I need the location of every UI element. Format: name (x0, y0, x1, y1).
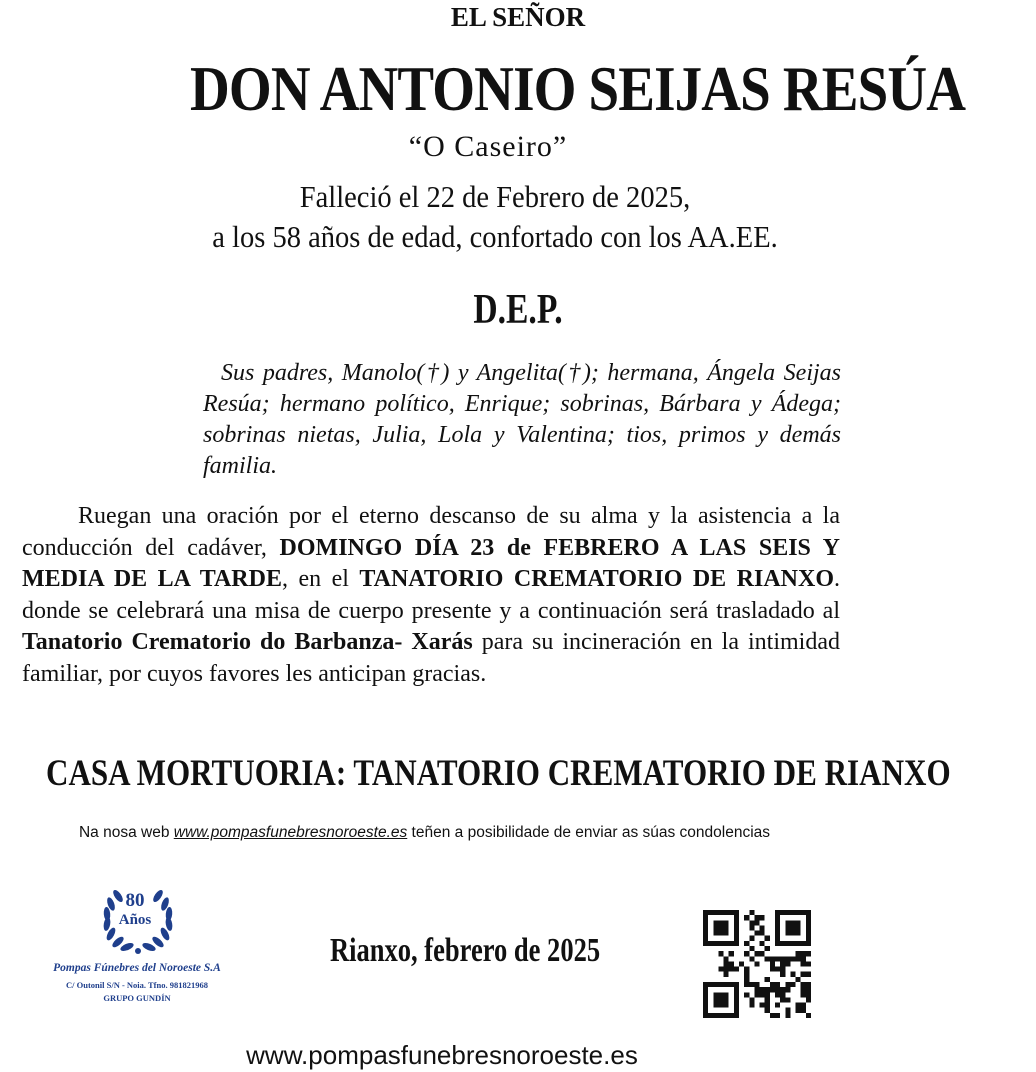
prayer-text-1: Ruegan una oración por el eterno descanso de su alma y la asistencia a la conducción del cadáver, (22, 503, 840, 561)
logo-years-number: 80 (125, 890, 145, 911)
nickname: “O Caseiro” (408, 130, 568, 163)
prayer-text-4: para su incineración en la intimidad familiar, por cuyos favores les anticipan gracias. (22, 629, 840, 687)
web-note (0, 824, 849, 842)
deceased-name: DON ANTONIO SEIJAS RESÚA (190, 53, 966, 124)
logo-years-label: Años (118, 912, 152, 928)
web-note-before: Na nosa web (78, 824, 174, 841)
family-text: Sus padres, Manolo(†) y Angelita(†); hermana, Ángela Seijas Resúa; hermano político, Enrique; sobrinas, Bárbara y Ádega; sobrinas nietas, Julia, Lola y Valentina; tios, primos y demás familia. (203, 360, 841, 479)
web-note-after: teñen a posibilidade de enviar as súas condolencias (407, 824, 771, 841)
ceremony-datetime: DOMINGO DÍA 23 de FEBRERO A LAS SEIS Y MEDIA DE LA TARDE (22, 534, 840, 592)
footer-url[interactable]: www.pompasfunebresnoroeste.es (246, 1040, 638, 1070)
prayer-text-2: , en el (281, 566, 360, 592)
family-paragraph (203, 358, 841, 482)
web-note-link[interactable]: www.pompasfunebresnoroeste.es (173, 824, 408, 841)
ceremony-location: TANATORIO CREMATORIO DE RIANXO (359, 566, 834, 592)
prayer-text-3: . donde se celebrará una misa de cuerpo presente y a continuación será trasladado al (22, 566, 840, 624)
title-el-senor: EL SEÑOR (450, 2, 586, 32)
logo-company-name: Pompas Fúnebres del Noroeste S.A (53, 962, 221, 974)
age-line: a los 58 años de edad, confortado con los AA.EE. (212, 219, 778, 254)
prayer-paragraph (22, 501, 840, 690)
cremation-location: Tanatorio Crematorio do Barbanza- Xarás (22, 629, 473, 655)
casa-mortuoria: CASA MORTUORIA: TANATORIO CREMATORIO DE RIANXO (46, 753, 951, 794)
logo-group: GRUPO GUNDÍN (103, 993, 171, 1003)
place-date: Rianxo, febrero de 2025 (330, 932, 601, 969)
qr-code-icon[interactable] (703, 910, 811, 1018)
logo-address: C/ Outonil S/N - Noia. Tfno. 981821968 (65, 980, 208, 990)
dep-label: D.E.P. (473, 287, 563, 333)
death-date-line: Falleció el 22 de Febrero de 2025, (299, 179, 691, 214)
